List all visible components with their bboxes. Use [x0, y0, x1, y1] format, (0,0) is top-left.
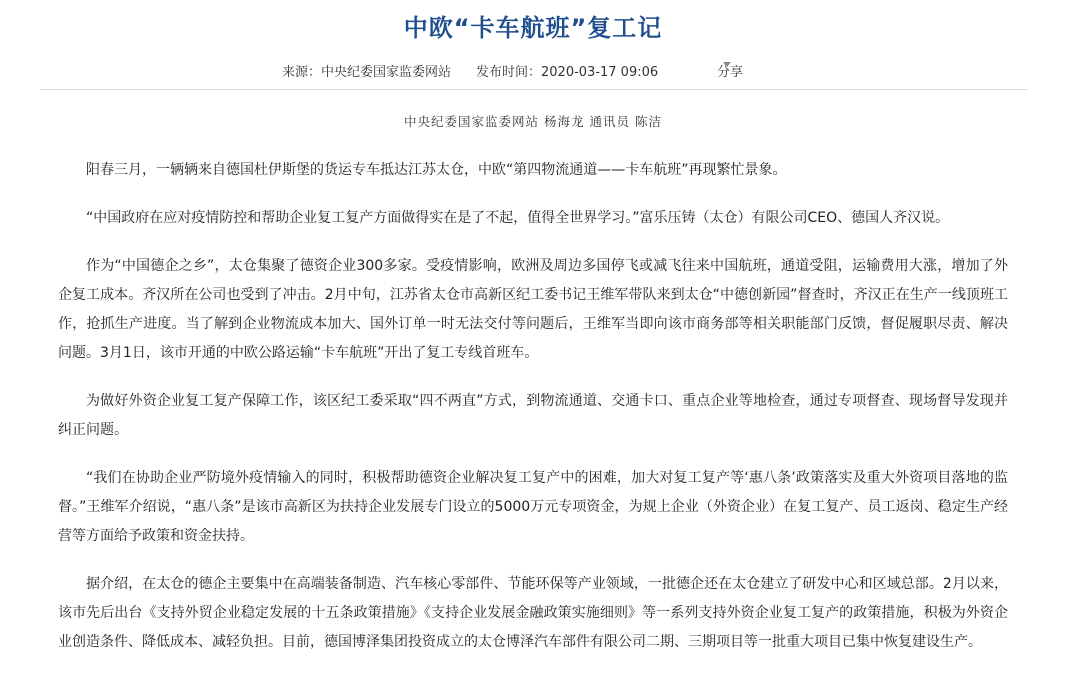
paragraph: 阳春三月，一辆辆来自德国杜伊斯堡的货运专车抵达江苏太仓，中欧“第四物流通道——卡车航班”再现繁忙景象。 [86, 162, 787, 178]
article-source: 来源：中央纪委国家监委网站 [282, 65, 452, 80]
paragraph: 为做好外资企业复工复产保障工作，该区纪工委采取“四不两直”方式，到物流通道、交通卡口、重点企业等地检查，通过专项督查、现场督导发现并纠正问题。 [58, 393, 1008, 438]
publish-time: 发布时间：2020-03-17 09:06 [476, 65, 659, 80]
paragraph: 作为“中国德企之乡”，太仓集聚了德资企业300多家。受疫情影响，欧洲及周边多国停飞或减飞往来中国航班，通道受阻，运输费用大涨，增加了外企复工成本。齐汉所在公司也受到了冲击。2月中旬，江苏省太仓市高新区纪工委书记王维军带队来到太仓“中德创新园”督查时，齐汉正在生产一线顶班工作，抢抓生产进度。当了解到企业物流成本加大、国外订单一时无法交付等问题后，王维军当即向该市商务部等相关职能部门反馈，督促履职尽责、解决问题。3月1日，该市开通的中欧公路运输“卡车航班”开出了复工专线首班车。 [58, 258, 1008, 361]
article-meta [0, 62, 1066, 84]
header-divider [40, 89, 1028, 90]
article-byline: 中央纪委国家监委网站 杨海龙 通讯员 陈洁 [404, 114, 662, 129]
paragraph: “我们在协助企业严防境外疫情输入的同时，积极帮助德资企业解决复工复产中的困难，加大对复工复产等‘惠八条’政策落实及重大外资项目落地的监督。”王维军介绍说，“惠八条”是该市高新区为扶持企业发展专门设立的5000万元专项资金，为规上企业（外资企业）在复工复产、员工返岗、稳定生产经营等方面给予政策和资金扶持。 [58, 470, 1008, 544]
article-body [58, 156, 1008, 676]
article-title: 中欧“卡车航班”复工记 [403, 14, 663, 42]
chevron-down-icon [723, 62, 731, 67]
paragraph: 据介绍，在太仓的德企主要集中在高端装备制造、汽车核心零部件、节能环保等产业领域，一批德企还在太仓建立了研发中心和区域总部。2月以来，该市先后出台《支持外贸企业稳定发展的十五条政策措施》《支持企业发展金融政策实施细则》等一系列支持外资企业复工复产的政策措施，积极为外资企业创造条件、降低成本、减轻负担。目前，德国博泽集团投资成立的太仓博泽汽车部件有限公司二期、三期项目等一批重大项目已集中恢复建设生产。 [58, 576, 1008, 650]
paragraph: “中国政府在应对疫情防控和帮助企业复工复产方面做得实在是了不起，值得全世界学习。”富乐压铸（太仓）有限公司CEO、德国人齐汉说。 [86, 210, 950, 226]
share-label: 分享 [717, 65, 744, 80]
